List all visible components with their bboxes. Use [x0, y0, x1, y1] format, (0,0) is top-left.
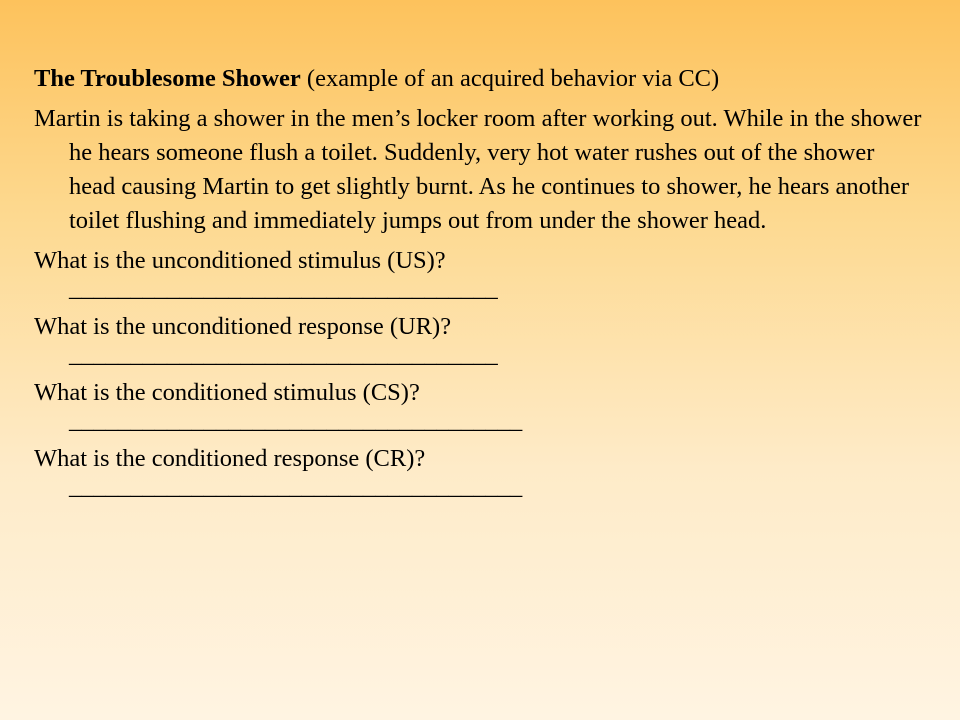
question-ur: [34, 310, 924, 370]
slide-title: The Troublesome Shower: [34, 65, 301, 92]
title-paragraph: [34, 62, 924, 96]
answer-blank: _____________________________________: [69, 473, 523, 500]
question-us: [34, 244, 924, 304]
question-text: What is the unconditioned response (UR)?: [34, 313, 452, 340]
answer-blank: ___________________________________: [69, 341, 498, 368]
question-cs: [34, 376, 924, 436]
question-text: What is the unconditioned stimulus (US)?: [34, 247, 446, 274]
question-cr: [34, 442, 924, 502]
answer-blank: ___________________________________: [69, 275, 498, 302]
slide-content: [34, 62, 924, 508]
answer-blank: _____________________________________: [69, 407, 523, 434]
question-text: What is the conditioned response (CR)?: [34, 445, 426, 472]
title-note: (example of an acquired behavior via CC): [300, 65, 720, 92]
question-text: What is the conditioned stimulus (CS)?: [34, 379, 420, 406]
scenario-paragraph: Martin is taking a shower in the men’s locker room after working out. While in the shower he hears someone flush a toilet. Suddenly, very hot water rushes out of the shower head causing Martin to get slightly burnt. As he continues to shower, he hears another toilet flushing and immediately jumps out from under the shower head.: [34, 105, 922, 234]
